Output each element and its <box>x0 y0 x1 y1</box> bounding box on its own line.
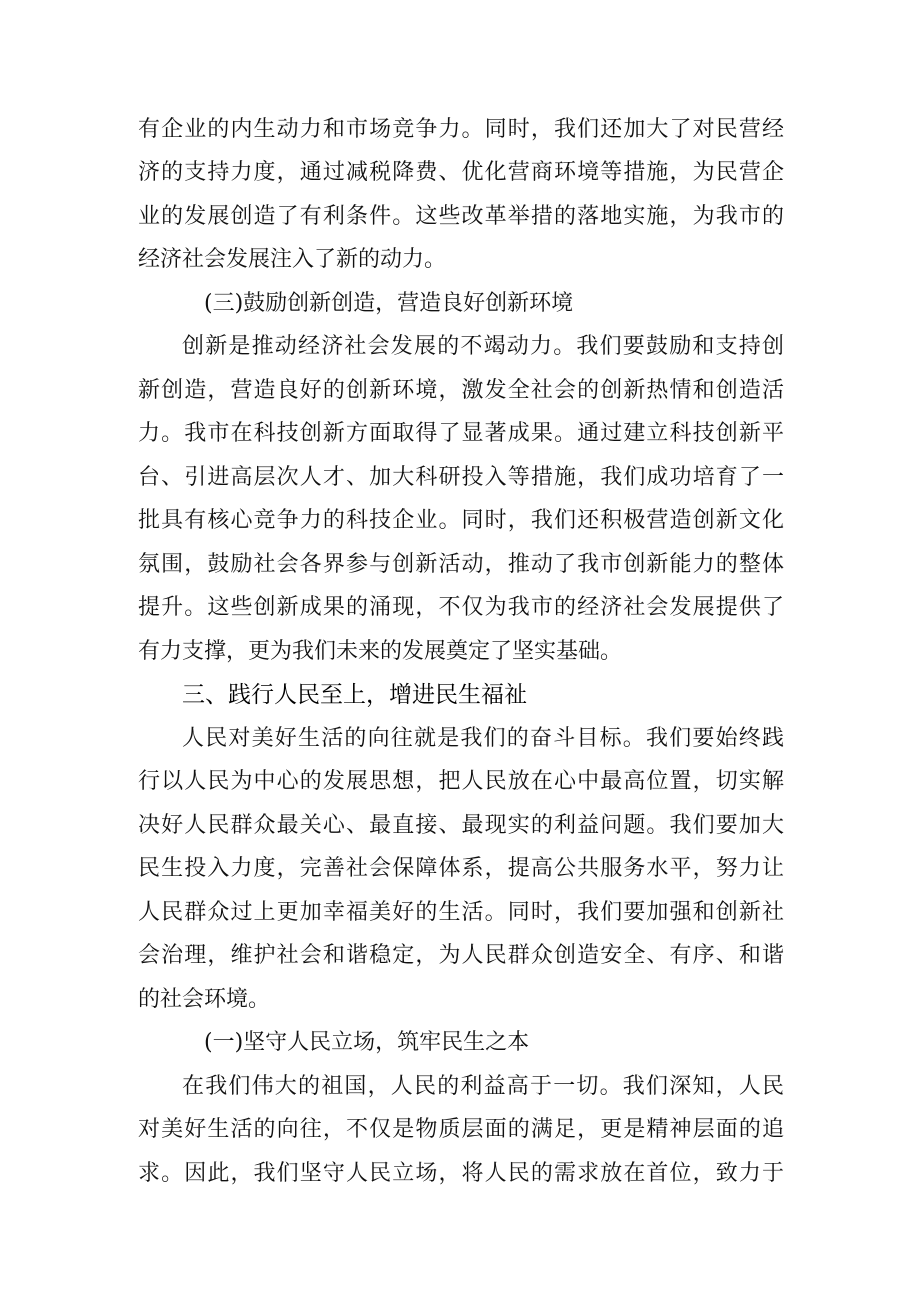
paragraph-3-line-3: 决好人民群众最关心、最直接、最现实的利益问题。我们要加大 <box>138 813 784 838</box>
paragraph-3-line-6: 会治理，维护社会和谐稳定，为人民群众创造安全、有序、和谐 <box>138 943 784 968</box>
paragraph-1-line-1: 有企业的内生动力和市场竞争力。同时，我们还加大了对民营经 <box>138 117 784 142</box>
paragraph-2-line-3: 力。我市在科技创新方面取得了显著成果。通过建立科技创新平 <box>138 421 784 446</box>
paragraph-4-line-3: 求。因此，我们坚守人民立场，将人民的需求放在首位，致力于 <box>138 1161 784 1186</box>
paragraph-2-line-1: 创新是推动经济社会发展的不竭动力。我们要鼓励和支持创 <box>182 334 784 359</box>
paragraph-3-line-1: 人民对美好生活的向往就是我们的奋斗目标。我们要始终践 <box>182 726 784 751</box>
paragraph-1-line-3: 业的发展创造了有利条件。这些改革举措的落地实施，为我市的 <box>138 204 784 229</box>
section-heading: 三、践行人民至上，增进民生福祉 <box>182 682 527 708</box>
paragraph-1-line-4: 经济社会发展注入了新的动力。 <box>138 247 447 272</box>
paragraph-2-line-8: 有力支撑，更为我们未来的发展奠定了坚实基础。 <box>138 639 623 664</box>
paragraph-3-line-2: 行以人民为中心的发展思想，把人民放在心中最高位置，切实解 <box>138 769 784 794</box>
paragraph-2-line-5: 批具有核心竞争力的科技企业。同时，我们还积极营造创新文化 <box>138 508 784 533</box>
paragraph-3-line-4: 民生投入力度，完善社会保障体系，提高公共服务水平，努力让 <box>138 856 784 881</box>
paragraph-3-line-5: 人民群众过上更加幸福美好的生活。同时，我们要加强和创新社 <box>138 900 784 925</box>
paragraph-1-line-2: 济的支持力度，通过减税降费、优化营商环境等措施，为民营企 <box>138 160 784 185</box>
paragraph-2-line-7: 提升。这些创新成果的涌现，不仅为我市的经济社会发展提供了 <box>138 595 784 620</box>
paragraph-2-line-2: 新创造，营造良好的创新环境，激发全社会的创新热情和创造活 <box>138 378 784 403</box>
subheading-people-stance: (一)坚守人民立场，筑牢民生之本 <box>204 1030 530 1055</box>
paragraph-4-line-2: 对美好生活的向往，不仅是物质层面的满足，更是精神层面的追 <box>138 1117 784 1142</box>
subheading-encourage-innovation: (三)鼓励创新创造，营造良好创新环境 <box>204 291 574 316</box>
paragraph-2-line-4: 台、引进高层次人才、加大科研投入等措施，我们成功培育了一 <box>138 465 784 490</box>
paragraph-3-line-7: 的社会环境。 <box>138 987 271 1012</box>
paragraph-4-line-1: 在我们伟大的祖国，人民的利益高于一切。我们深知，人民 <box>182 1074 784 1099</box>
paragraph-2-line-6: 氛围，鼓励社会各界参与创新活动，推动了我市创新能力的整体 <box>138 552 784 577</box>
